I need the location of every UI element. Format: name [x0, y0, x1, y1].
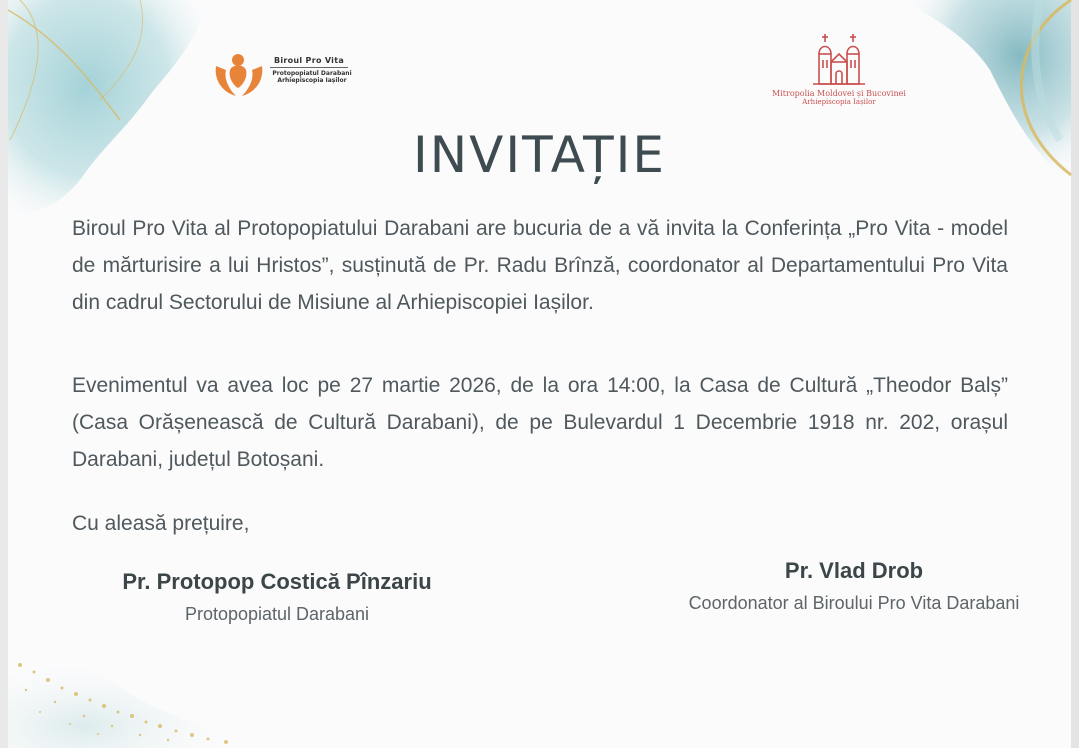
signature-right-role: Coordonator al Biroului Pro Vita Darabani [688, 593, 1020, 613]
signature-left [92, 569, 462, 625]
signature-right-name: Pr. Vlad Drob [784, 558, 924, 583]
logo-right-line2: Arhiepiscopia Iașilor [802, 98, 876, 106]
invitation-paragraph-2: Evenimentul va avea loc pe 27 martie 2026, de la ora 14:00, la Casa de Cultură „Theodor Balș” (Casa Orășenească de Cultură Darabani), de pe Bulevardul 1 Decembrie 1918 nr. 202, orașul Darabani, județul Botoșani. [72, 374, 1008, 471]
signature-left-name: Pr. Protopop Costică Pînzariu [122, 569, 432, 594]
logo-left-line1: Biroul Pro Vita [270, 56, 348, 68]
page-title: INVITAȚIE [413, 126, 666, 184]
pro-vita-logo [212, 48, 362, 100]
hands-baby-icon [212, 48, 266, 100]
signature-right [654, 558, 1054, 614]
closing-line: Cu aleasă prețuire, [72, 512, 250, 535]
logo-right-line1: Mitropolia Moldovei și Bucovinei [772, 89, 906, 98]
mitropolia-logo [762, 32, 916, 118]
logo-left-line3: Arhiepiscopia Iașilor [277, 77, 347, 84]
signature-left-role: Protopopiatul Darabani [184, 604, 370, 624]
cathedral-icon [811, 32, 867, 88]
logo-left-line2: Protopopiatul Darabani [272, 70, 352, 77]
watercolor-bottom-left [8, 640, 260, 748]
invitation-paragraph-1: Biroul Pro Vita al Protopopiatului Darabani are bucuria de a vă invita la Conferința „Pro Vita - model de mărturisire a lui Hristos”, susținută de Pr. Radu Brînză, coordonator al Departamentului Pro Vita din cadrul Sectorului de Misiune al Arhiepiscopiei Iașilor. [72, 217, 1008, 314]
